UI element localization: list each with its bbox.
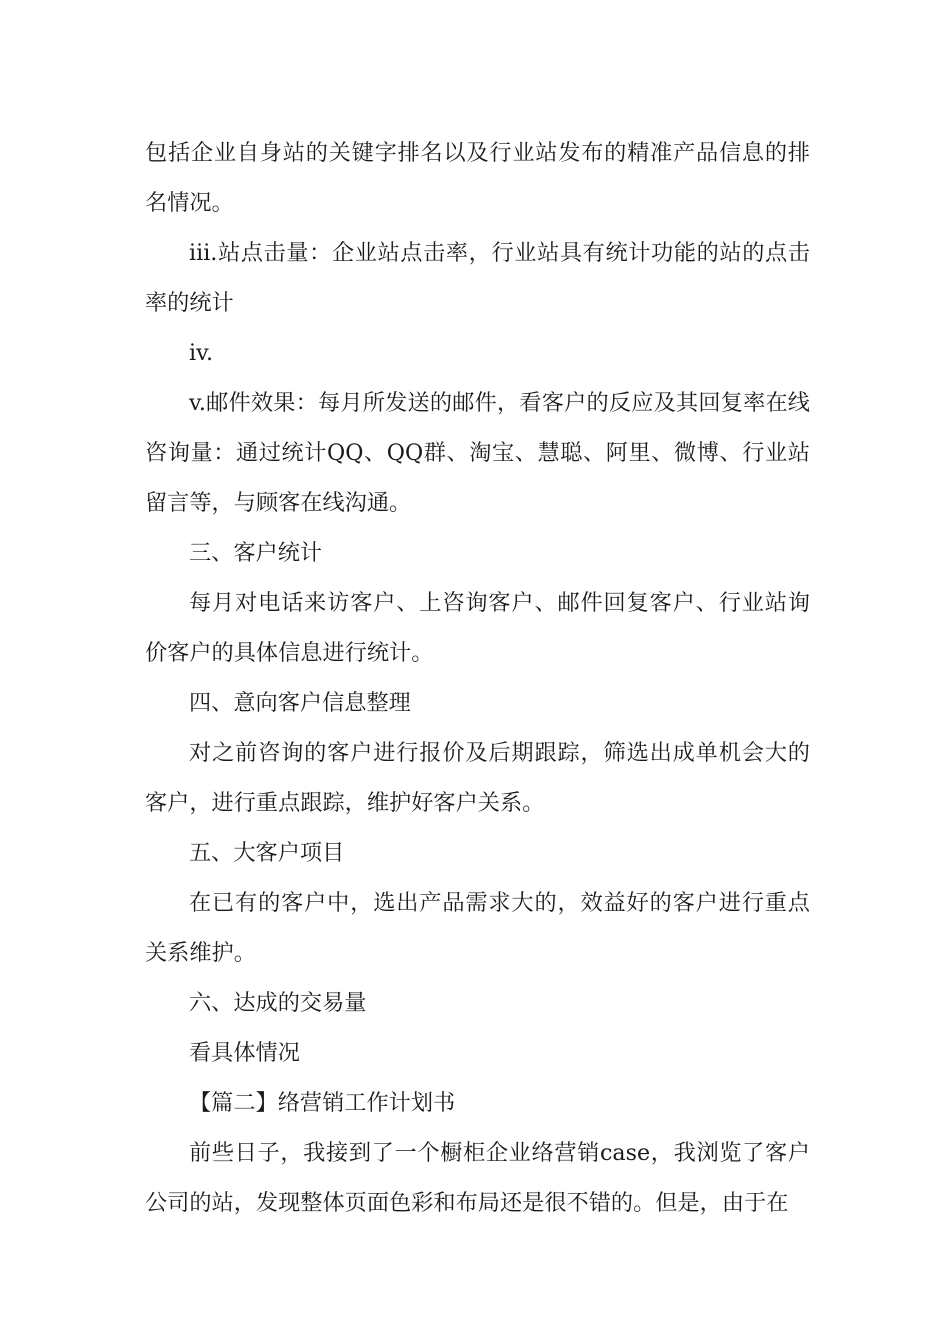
paragraph-key-accounts: 在已有的客户中，选出产品需求大的，效益好的客户进行重点关系维护。 — [145, 890, 810, 966]
heading-customer-statistics: 三、客户统计 — [189, 540, 323, 566]
paragraph-transaction-volume: 看具体情况 — [189, 1040, 300, 1066]
paragraph-cabinet-case: 前些日子，我接到了一个橱柜企业络营销case，我浏览了客户公司的站，发现整体页面色彩和布局还是很不错的。但是，由于在 — [145, 1140, 810, 1216]
paragraph-site-clicks: iii.站点击量：企业站点击率，行业站具有统计功能的站的点击率的统计 — [145, 240, 810, 316]
paragraph-intent-customers: 对之前咨询的客户进行报价及后期跟踪，筛选出成单机会大的客户，进行重点跟踪，维护好客户关系。 — [145, 740, 810, 816]
heading-key-accounts: 五、大客户项目 — [189, 840, 345, 866]
heading-intent-customers: 四、意向客户信息整理 — [189, 690, 411, 716]
heading-transaction-volume: 六、达成的交易量 — [189, 990, 367, 1016]
document-body — [145, 128, 810, 1228]
heading-part-two: 【篇二】络营销工作计划书 — [189, 1090, 456, 1116]
paragraph-ranking-continued: 包括企业自身站的关键字排名以及行业站发布的精准产品信息的排名情况。 — [145, 140, 810, 216]
paragraph-customer-statistics: 每月对电话来访客户、上咨询客户、邮件回复客户、行业站询价客户的具体信息进行统计。 — [145, 590, 810, 666]
paragraph-email-effect: v.邮件效果：每月所发送的邮件，看客户的反应及其回复率在线咨询量：通过统计QQ、QQ群、淘宝、慧聪、阿里、微博、行业站留言等，与顾客在线沟通。 — [145, 390, 810, 516]
paragraph-item-iv: iv. — [189, 340, 214, 366]
